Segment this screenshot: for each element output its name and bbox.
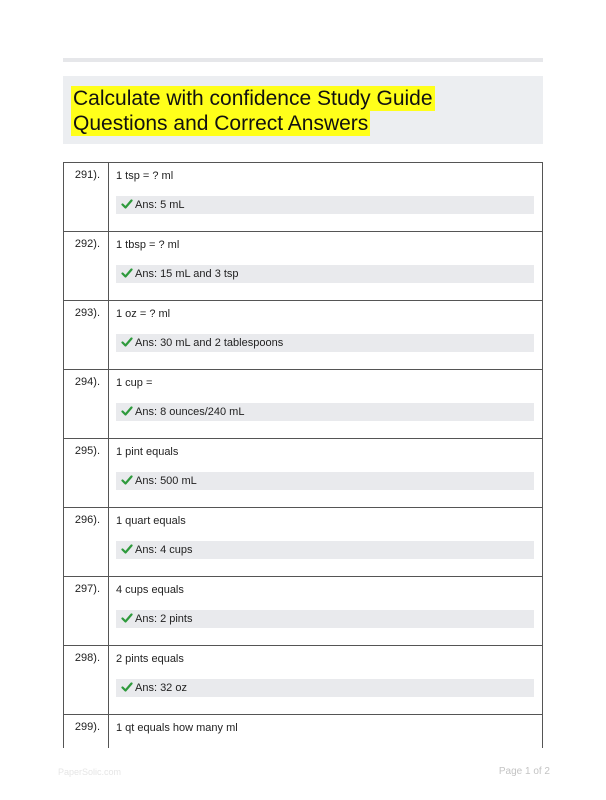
- question-number: 292).: [64, 232, 109, 300]
- top-divider: [63, 58, 543, 62]
- check-icon: [121, 612, 133, 624]
- check-icon: [121, 543, 133, 555]
- question-text: 1 pint equals: [116, 446, 179, 458]
- answer-box: [116, 472, 534, 490]
- answer-text: Ans: 32 oz: [135, 682, 187, 694]
- answer-text: Ans: 15 mL and 3 tsp: [135, 268, 239, 280]
- title-box: [63, 76, 543, 144]
- question-text: 4 cups equals: [116, 584, 184, 596]
- question-number: 295).: [64, 439, 109, 507]
- answer-box: [116, 541, 534, 559]
- answer-box: [116, 265, 534, 283]
- check-icon: [121, 198, 133, 210]
- qa-row: [64, 715, 542, 748]
- question-number: 298).: [64, 646, 109, 714]
- page-indicator: Page 1 of 2: [498, 766, 550, 777]
- question-number: 299).: [64, 715, 109, 748]
- check-icon: [121, 681, 133, 693]
- answer-box: [116, 679, 534, 697]
- footer-brand: PaperSolic.com: [58, 767, 122, 777]
- answer-text: Ans: 5 mL: [135, 199, 185, 211]
- page-title-line-1: Calculate with confidence Study Guide: [73, 87, 433, 110]
- qa-row: [64, 439, 542, 508]
- question-text: 2 pints equals: [116, 653, 184, 665]
- question-text: 1 tbsp = ? ml: [116, 239, 180, 251]
- answer-text: Ans: 500 mL: [135, 475, 197, 487]
- answer-text: Ans: 8 ounces/240 mL: [135, 406, 245, 418]
- question-number: 291).: [64, 163, 109, 231]
- answer-text: Ans: 30 mL and 2 tablespoons: [135, 337, 284, 349]
- answer-text: Ans: 4 cups: [135, 544, 193, 556]
- answer-box: [116, 334, 534, 352]
- answer-box: [116, 196, 534, 214]
- question-number: 293).: [64, 301, 109, 369]
- qa-row: [64, 646, 542, 715]
- check-icon: [121, 336, 133, 348]
- question-number: 294).: [64, 370, 109, 438]
- question-text: 1 qt equals how many ml: [116, 722, 238, 734]
- check-icon: [121, 405, 133, 417]
- qa-row: [64, 370, 542, 439]
- qa-row: [64, 232, 542, 301]
- question-number: 297).: [64, 577, 109, 645]
- qa-row: [64, 508, 542, 577]
- question-text: 1 oz = ? ml: [116, 308, 171, 320]
- answer-text: Ans: 2 pints: [135, 613, 193, 625]
- question-text: 1 quart equals: [116, 515, 186, 527]
- qa-row: [64, 301, 542, 370]
- qa-row: [64, 163, 542, 232]
- question-number: 296).: [64, 508, 109, 576]
- question-text: 1 tsp = ? ml: [116, 170, 174, 182]
- check-icon: [121, 474, 133, 486]
- qa-table: [63, 162, 543, 748]
- qa-row: [64, 577, 542, 646]
- page-title-line-2: Questions and Correct Answers: [73, 112, 369, 135]
- answer-box: [116, 403, 534, 421]
- answer-box: [116, 610, 534, 628]
- question-text: 1 cup =: [116, 377, 153, 389]
- check-icon: [121, 267, 133, 279]
